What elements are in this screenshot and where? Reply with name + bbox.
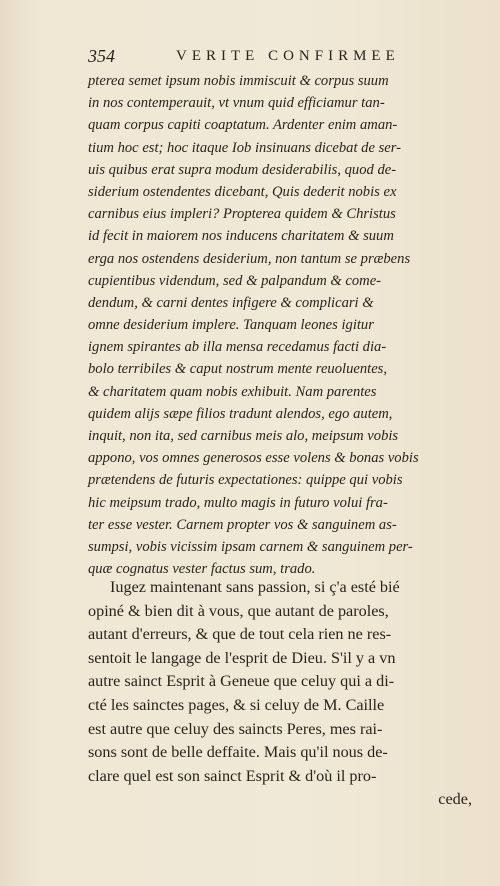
french-line: autant d'erreurs, & que de tout cela rien ne res-	[88, 625, 392, 644]
french-line: cté les sainctes pages, & si celuy de M. Caille	[88, 695, 385, 714]
latin-line: in nos contemperauit, vt vnum quid efficiamur tan-	[88, 95, 385, 112]
french-line: clare quel est son sainct Esprit & d'où il pro-	[88, 766, 377, 785]
latin-line: pterea semet ipsum nobis immiscuit & corpus suum	[88, 73, 389, 89]
latin-line: quæ cognatus vester factus sum, trado.	[88, 561, 316, 578]
latin-line: uis quibus erat supra modum desiderabilis, quod de-	[88, 161, 397, 178]
latin-line: erga nos ostendens desiderium, non tantum se præbens	[88, 250, 411, 267]
latin-line: omne desiderium implere. Tanquam leones igitur	[88, 317, 374, 334]
latin-line: id fecit in maiorem nos inducens charitatem & suum	[88, 228, 394, 245]
french-line: est autre que celuy des saincts Peres, mes rai-	[88, 719, 383, 738]
french-line: sentoit le langage de l'esprit de Dieu. S'il y a vn	[88, 648, 396, 667]
catchword: cede,	[438, 790, 472, 809]
latin-quotation	[88, 70, 476, 580]
running-title: VERITE CONFIRMEE	[176, 48, 400, 64]
page-number: 354	[88, 46, 115, 66]
latin-line: siderium ostendentes dicebant, Quis dederit nobis ex	[88, 183, 397, 200]
latin-line: quidem alijs sæpe filios tradunt alendos, ego autem,	[88, 405, 393, 422]
french-line: Iugez maintenant sans passion, si ç'a esté bié	[110, 578, 400, 596]
latin-line: cupientibus videndum, sed & palpandum & come-	[88, 272, 382, 289]
latin-line: sumpsi, vobis vicissim ipsam carnem & sanguinem per-	[88, 538, 413, 555]
page-header	[88, 44, 472, 70]
latin-line: quam corpus capiti coaptatum. Ardenter enim aman-	[88, 117, 398, 134]
latin-line: & charitatem quam nobis exhibuit. Nam parentes	[88, 383, 377, 400]
french-line: autre sainct Esprit à Geneue que celuy qui a di-	[88, 672, 395, 691]
latin-line: tium hoc est; hoc itaque Iob insinuans dicebat de ser-	[88, 139, 402, 156]
french-line: opiné & bien dit à vous, que autant de paroles,	[88, 601, 389, 620]
latin-line: dendum, & carni dentes infigere & complicari &	[88, 294, 374, 311]
latin-line: prætendens de futuris expectationes: quippe qui vobis	[88, 472, 403, 489]
latin-line: inquit, non ita, sed carnibus meis alo, meipsum vobis	[88, 428, 399, 444]
latin-line: ter esse vester. Carnem propter vos & sanguinem as-	[88, 516, 397, 533]
latin-line: carnibus eius impleri? Propterea quidem & Christus	[88, 206, 396, 223]
latin-line: appono, vos omnes generosos esse volens & bonas vobis	[88, 450, 419, 467]
latin-line: ignem spirantes ab illa mensa recedamus facti dia-	[88, 339, 387, 356]
latin-line: hic meipsum trado, multo magis in futuro volui fra-	[88, 494, 388, 511]
french-paragraph	[88, 576, 476, 812]
latin-line: bolo terribiles & caput nostrum mente reuoluentes,	[88, 361, 388, 378]
french-line: sons sont de belle deffaite. Mais qu'il nous de-	[88, 743, 388, 762]
